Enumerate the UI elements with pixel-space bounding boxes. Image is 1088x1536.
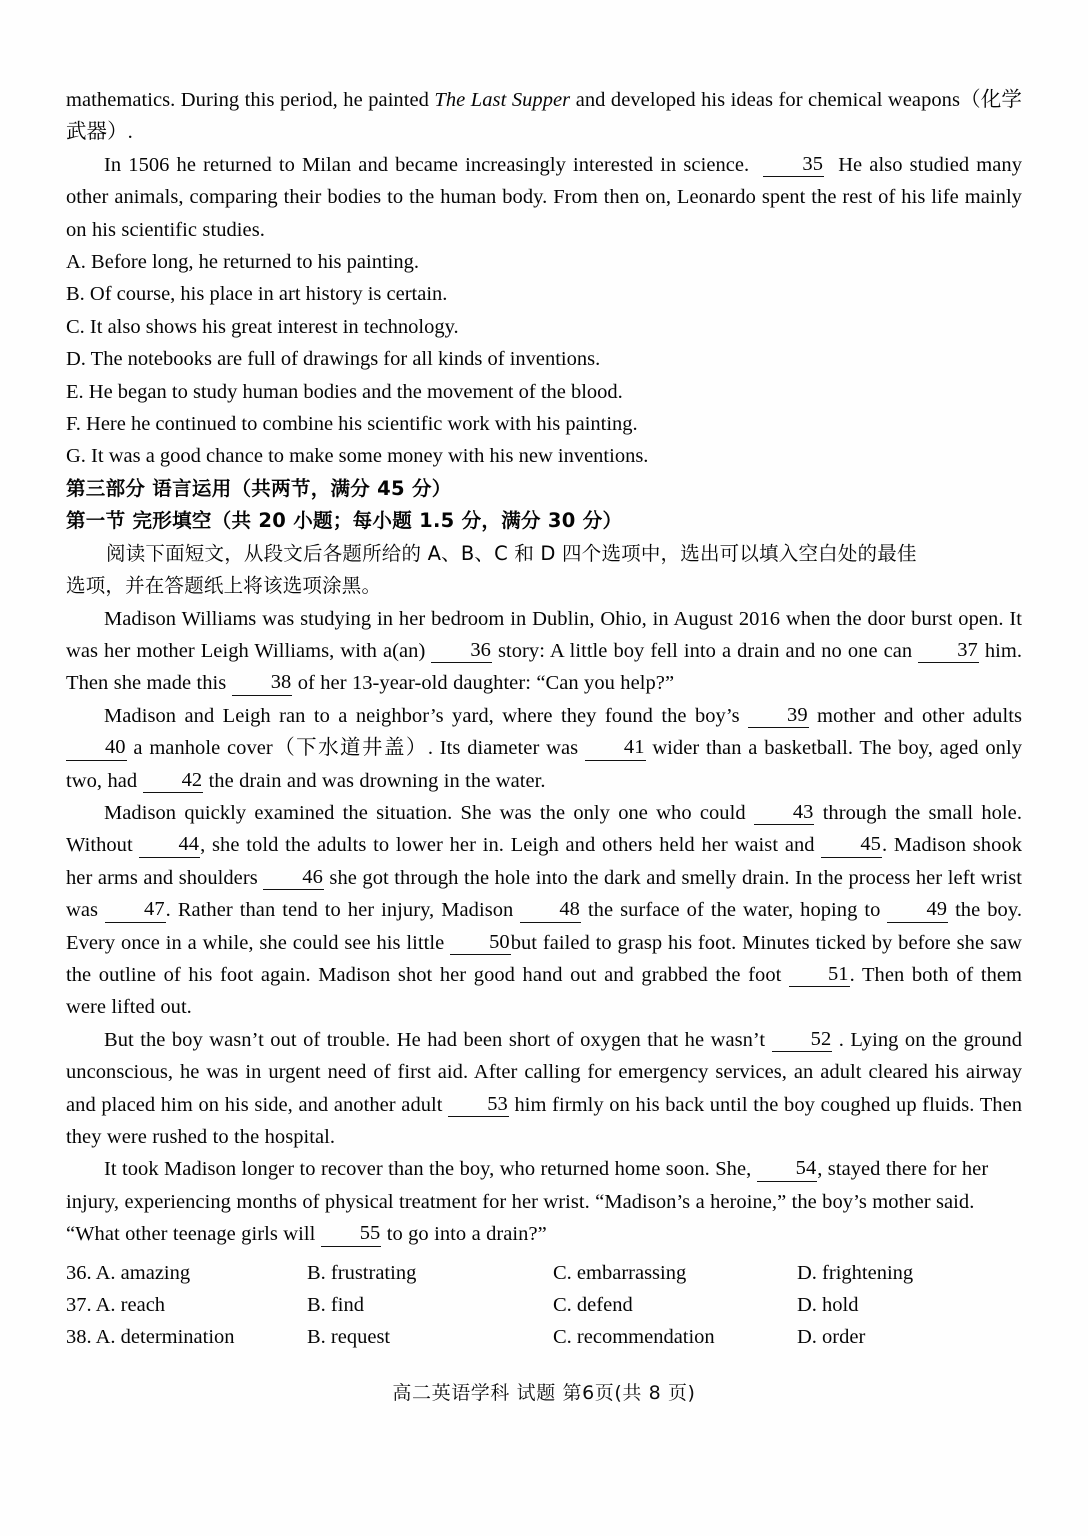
mc-37-option-d[interactable]: D. hold <box>797 1294 859 1317</box>
blank-47[interactable]: 47 <box>105 899 166 923</box>
mc-36-option-b[interactable]: B. frustrating <box>307 1261 417 1284</box>
cloze-p1-text-d: of her 13-year-old daughter: “Can you help?” <box>297 672 675 695</box>
cloze-p4-text-c: him firmly on his back until the boy coughed up fluids. Then they were rushed to the hospital. <box>66 1093 1023 1148</box>
cloze-p3-text-g: the surface of the water, hoping to <box>587 899 881 922</box>
blank-51[interactable]: 51 <box>789 964 850 988</box>
continuation-text-a: mathematics. During this period, he painted <box>66 89 435 111</box>
blank-45[interactable]: 45 <box>821 834 882 858</box>
cloze-p2-text-d: wider than a basketball. The boy, aged only two, had <box>66 737 1023 792</box>
mc-36-option-a[interactable] <box>66 1257 190 1289</box>
mc-row-36 <box>66 1257 1022 1289</box>
blank-42[interactable]: 42 <box>143 770 204 794</box>
mc-36-option-c[interactable]: C. embarrassing <box>553 1261 687 1284</box>
blank-36[interactable]: 36 <box>431 640 492 664</box>
paragraph-35-text-b: He also studied many other animals, comparing their bodies to the human body. From then on, Leonardo spent the rest of his life mainly on his scientific studies. <box>66 153 1022 241</box>
mc-row-37 <box>66 1289 1022 1321</box>
cloze-p4-text-b: . Lying on the ground unconscious, he was in urgent need of first aid. After calling for emergency services, an adult cleared his airway and placed him on his side, and another adult <box>66 1028 1023 1116</box>
part-three-heading: 第三部分 语言运用（共两节，满分 45 分） <box>66 476 452 500</box>
blank-35[interactable]: 35 <box>763 154 824 178</box>
continuation-text-b: and developed his ideas for chemical weapons（化学武器）. <box>66 89 1022 144</box>
blank-40[interactable]: 40 <box>66 737 127 761</box>
blank-41[interactable]: 41 <box>585 737 646 761</box>
cloze-p3-text-b: through the small hole. Without <box>66 801 1022 857</box>
choice-option-a[interactable]: A. Before long, he returned to his painting. <box>66 251 419 274</box>
blank-39[interactable]: 39 <box>748 705 809 729</box>
cloze-p1-text-b: story: A little boy fell into a drain and no one can <box>497 639 913 662</box>
cloze-p3-text-d: . Madison shook her arms and shoulders <box>66 834 1022 889</box>
paragraph-with-blank-35 <box>66 149 1022 246</box>
choice-option-e[interactable]: E. He began to study human bodies and the movement of the blood. <box>66 380 623 403</box>
cloze-p2-text-a: Madison and Leigh ran to a neighbor’s yard, where they found the boy’s <box>104 704 740 727</box>
mc-36-option-d[interactable]: D. frightening <box>797 1261 914 1284</box>
choice-option-d[interactable]: D. The notebooks are full of drawings for all kinds of inventions. <box>66 348 601 371</box>
mc-38-option-c[interactable]: C. recommendation <box>553 1326 715 1349</box>
cloze-p5-text-b: , stayed there for her injury, experiencing months of physical treatment for her wrist. “Madison’s a heroine,” the boy’s mother said. “What other teenage girls will <box>66 1158 989 1246</box>
blank-54[interactable]: 54 <box>757 1158 818 1182</box>
blank-37[interactable]: 37 <box>918 640 979 664</box>
blank-49[interactable]: 49 <box>887 899 948 923</box>
mc-36-a-label: A. amazing <box>95 1261 191 1284</box>
blank-50[interactable]: 50 <box>450 932 511 956</box>
mc-37-option-a[interactable] <box>66 1289 165 1321</box>
choice-option-c[interactable]: C. It also shows his great interest in technology. <box>66 315 459 338</box>
blank-38[interactable]: 38 <box>232 672 293 696</box>
mc-36-number: 36. <box>66 1261 92 1284</box>
blank-46[interactable]: 46 <box>263 867 324 891</box>
blank-55[interactable]: 55 <box>321 1223 382 1247</box>
mc-38-option-b[interactable]: B. request <box>307 1326 391 1349</box>
cloze-p3-text-f: . Rather than tend to her injury, Madison <box>165 899 514 922</box>
mc-row-38 <box>66 1321 1022 1353</box>
instruction-line-1: 阅读下面短文，从段文后各题所给的 A、B、C 和 D 四个选项中，选出可以填入空白处的最佳 <box>106 541 917 565</box>
cloze-p2-text-b: mother and other adults <box>817 704 1023 727</box>
mc-37-a-label: A. reach <box>95 1294 166 1317</box>
mc-38-a-label: A. determination <box>95 1326 235 1349</box>
mc-38-option-a[interactable] <box>66 1321 235 1353</box>
cloze-p4-text-a: But the boy wasn’t out of trouble. He had been short of oxygen that he wasn’t <box>104 1028 766 1051</box>
cloze-p3-text-i: but failed to grasp his foot. Minutes ticked by before she saw the outline of his foot again. Madison shot her good hand out and grabbed the foot <box>66 931 1022 986</box>
blank-43[interactable]: 43 <box>754 802 815 826</box>
blank-52[interactable]: 52 <box>772 1029 833 1053</box>
mc-37-option-c[interactable]: C. defend <box>553 1294 633 1317</box>
paragraph-35-text-a: In 1506 he returned to Milan and became increasingly interested in science. <box>104 153 750 176</box>
cloze-p3-text-e: she got through the hole into the dark and smelly drain. In the process her left wrist was <box>66 866 1022 922</box>
cloze-paragraph-4 <box>66 1024 1022 1154</box>
blank-48[interactable]: 48 <box>520 899 581 923</box>
cloze-p5-text-a: It took Madison longer to recover than the boy, who returned home soon. She, <box>104 1158 752 1181</box>
blank-44[interactable]: 44 <box>139 834 200 858</box>
continuation-paragraph <box>66 84 1022 149</box>
mc-37-number: 37. <box>66 1294 92 1317</box>
choice-option-g[interactable]: G. It was a good chance to make some money with his new inventions. <box>66 445 649 468</box>
section-one-heading: 第一节 完形填空（共 20 小题；每小题 1.5 分，满分 30 分） <box>66 509 623 533</box>
work-title-italic: The Last Supper <box>434 89 571 111</box>
choice-option-f[interactable]: F. Here he continued to combine his scientific work with his painting. <box>66 413 638 436</box>
page-content <box>66 84 1022 1354</box>
cloze-p1-text-a: Madison Williams was studying in her bedroom in Dublin, Ohio, in August 2016 when the door burst open. It was her mother Leigh Williams, with a(an) <box>66 607 1022 662</box>
page-footer: 高二英语学科 试题 第6页(共 8 页) <box>392 1382 696 1404</box>
cloze-p3-text-c: , she told the adults to lower her in. Leigh and others held her waist and <box>200 834 815 857</box>
cloze-p3-text-h: the boy. Every once in a while, she could see his little <box>66 899 1022 954</box>
cloze-p2-text-e: the drain and was drowning in the water. <box>208 769 546 792</box>
cloze-paragraph-5 <box>66 1153 1022 1250</box>
cloze-paragraph-2 <box>66 700 1022 797</box>
mc-37-option-b[interactable]: B. find <box>307 1294 364 1317</box>
cloze-p3-text-a: Madison quickly examined the situation. She was the only one who could <box>104 801 746 824</box>
mc-38-number: 38. <box>66 1326 92 1349</box>
choice-option-b[interactable]: B. Of course, his place in art history is certain. <box>66 283 448 306</box>
cloze-p2-text-c: a manhole cover（下水道井盖）. Its diameter was <box>133 737 579 760</box>
blank-53[interactable]: 53 <box>448 1094 509 1118</box>
cloze-p5-text-c: to go into a drain?” <box>386 1223 547 1246</box>
cloze-p1-text-c: him. Then she made this <box>66 639 1023 695</box>
instruction-line-2: 选项，并在答题纸上将该选项涂黑。 <box>66 574 382 598</box>
mc-38-option-d[interactable]: D. order <box>797 1326 866 1349</box>
multiple-choice-block <box>66 1257 1022 1354</box>
cloze-paragraph-1 <box>66 603 1022 700</box>
cloze-paragraph-3 <box>66 797 1022 1024</box>
cloze-p3-text-j: . Then both of them were lifted out. <box>66 963 1023 1019</box>
